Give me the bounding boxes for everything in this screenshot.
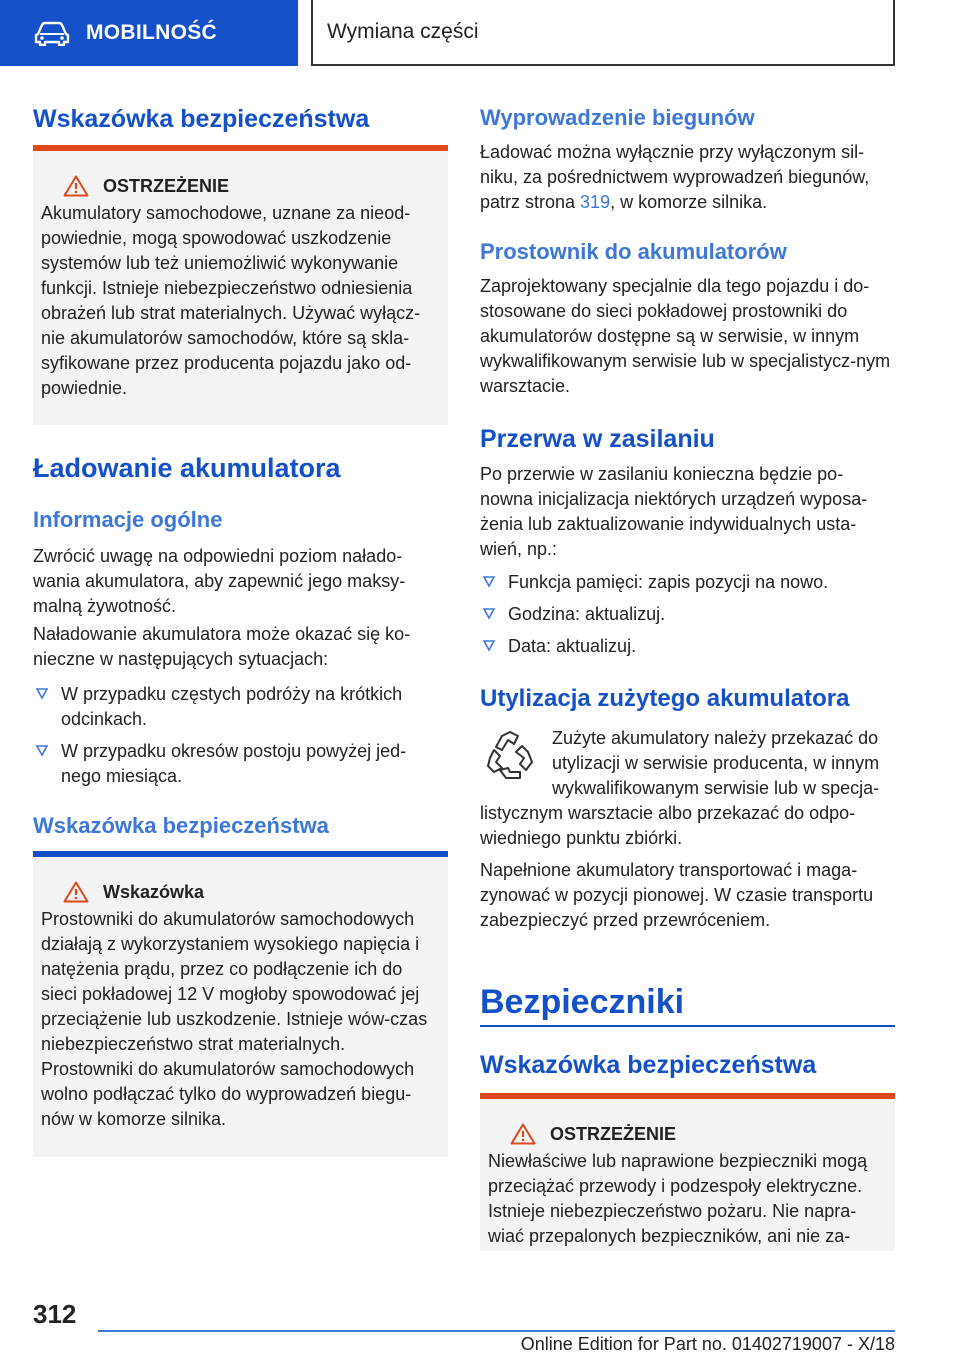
warning-box-1	[33, 145, 448, 425]
note-box	[33, 851, 448, 1157]
fuses-rule	[480, 1025, 895, 1027]
list-item: W przypadku częstych podróży na krótkich odcinkach.	[33, 682, 438, 732]
warning-text: Akumulatory samochodowe, uznane za nieod-powiednie, mogą spowodować uszkodzenie systemów lub też uniemożliwić wykonywanie funkcji. Istnieje niebezpieczeństwo odniesienia obrażeń lub strat materialnych. Używać wyłącz-nie akumulatorów samochodów, które są skla-syfikowane przez producenta pojazdu jako od-powiednie.	[41, 203, 421, 398]
warning-title: OSTRZEŻENIE	[550, 1123, 677, 1144]
warning-text: Niewłaściwe lub naprawione bezpieczniki mogą przeciążać przewody i podzespoły elektryczne. Istnieje niebezpieczeństwo pożaru. Nie napra-wiać przepalonych bezpieczników, ani nie za-	[488, 1151, 868, 1246]
paragraph-transport: Napełnione akumulatory transportować i maga-zynować w pozycji pionowej. W czasie transportu zabezpieczyć przed przewróceniem.	[480, 860, 874, 930]
heading-power-interruption: Przerwa w zasilaniu	[480, 425, 715, 453]
paragraph-terminals: Ładować można wyłącznie przy wyłączonym sil-niku, za pośrednictwem wyprowadzeń biegunów, patrz strona 319, w komorze silnika.	[480, 142, 870, 212]
heading-safety-3: Wskazówka bezpieczeństwa	[480, 1051, 817, 1079]
warning-box-fuses	[480, 1093, 895, 1251]
warning-triangle-icon	[510, 1123, 536, 1145]
paragraph-charge-situations: Naładowanie akumulatora może okazać się ko-nieczne w następujących sytuacjach:	[33, 624, 411, 669]
paragraph-charge-level: Zwrócić uwagę na odpowiedni poziom nałado-wania akumulatora, aby zapewnić jego maksy-malną żywotność.	[33, 546, 406, 616]
bullet-list-reset	[480, 570, 895, 666]
heading-terminals: Wyprowadzenie biegunów	[480, 105, 755, 130]
heading-charging: Ładowanie akumulatora	[33, 453, 341, 483]
triangle-bullet-icon	[482, 574, 496, 588]
warning-header	[488, 1123, 887, 1145]
car-icon	[34, 20, 70, 46]
heading-disposal: Utylizacja zużytego akumulatora	[480, 685, 850, 712]
note-text: Prostowniki do akumulatorów samochodowych działają z wykorzystaniem wysokiego napięcia i natężenia prądu, przez co podłączenie ich do sieci pokładowej 12 V mogłoby spowodować jej przeciążenie lub uszkodzenie. Istnieje wów-czas niebezpieczeństwo strat materialnych. Prostowniki do akumulatorów samochodowych wolno podłączać tylko do wyprowadzeń biegu-nów w komorze silnika.	[41, 909, 428, 1129]
chapter-header	[311, 0, 895, 66]
list-item: Godzina: aktualizuj.	[480, 602, 895, 627]
recycle-icon	[482, 728, 538, 784]
paragraph-power-interruption: Po przerwie w zasilaniu konieczna będzie po-nowna inicjalizacja niektórych urządzeń wyposa-żenia lub zaktualizowanie indywidualnych usta-wień, np.:	[480, 464, 868, 559]
page-reference-link[interactable]: 319	[580, 192, 611, 212]
paragraph-chargers: Zaprojektowany specjalnie dla tego pojazdu i do-stosowane do sieci pokładowej prostowniki do akumulatorów dostępne są w serwisie, w innym wykwalifikowanym serwisie lub w specjalistycz-nym warsztacie.	[480, 276, 891, 396]
list-item: Data: aktualizuj.	[480, 634, 895, 659]
chapter-title: Wymiana części	[327, 20, 479, 43]
warning-triangle-icon	[63, 175, 89, 197]
footer-edition: Online Edition for Part no. 01402719007 - X/18	[520, 1334, 895, 1354]
list-item: W przypadku okresów postoju powyżej jed-nego miesiąca.	[33, 739, 438, 789]
note-title: Wskazówka	[103, 881, 205, 902]
triangle-bullet-icon	[482, 638, 496, 652]
warning-header	[41, 175, 440, 197]
warning-triangle-icon	[63, 881, 89, 903]
warning-title: OSTRZEŻENIE	[103, 175, 230, 196]
heading-general-info: Informacje ogólne	[33, 507, 223, 532]
heading-chargers: Prostownik do akumulatorów	[480, 239, 787, 264]
section-tab	[0, 0, 298, 66]
section-title: MOBILNOŚĆ	[86, 21, 218, 44]
footer-rule	[98, 1330, 895, 1332]
bullet-list-situations	[33, 682, 438, 796]
paragraph-disposal: Zużyte akumulatory należy przekazać do utylizacji w serwisie producenta, w innym wykwalifikowanym serwisie lub w specja-listycznym warsztacie albo przekazać do odpo-wiedniego punktu zbiórki.	[480, 728, 880, 848]
triangle-bullet-icon	[482, 606, 496, 620]
heading-safety-2: Wskazówka bezpieczeństwa	[33, 813, 329, 838]
heading-safety-1: Wskazówka bezpieczeństwa	[33, 105, 370, 133]
triangle-bullet-icon	[35, 743, 49, 757]
triangle-bullet-icon	[35, 686, 49, 700]
note-header	[41, 881, 440, 903]
list-item: Funkcja pamięci: zapis pozycji na nowo.	[480, 570, 895, 595]
heading-fuses: Bezpieczniki	[480, 983, 685, 1021]
page-number: 312	[33, 1299, 77, 1329]
